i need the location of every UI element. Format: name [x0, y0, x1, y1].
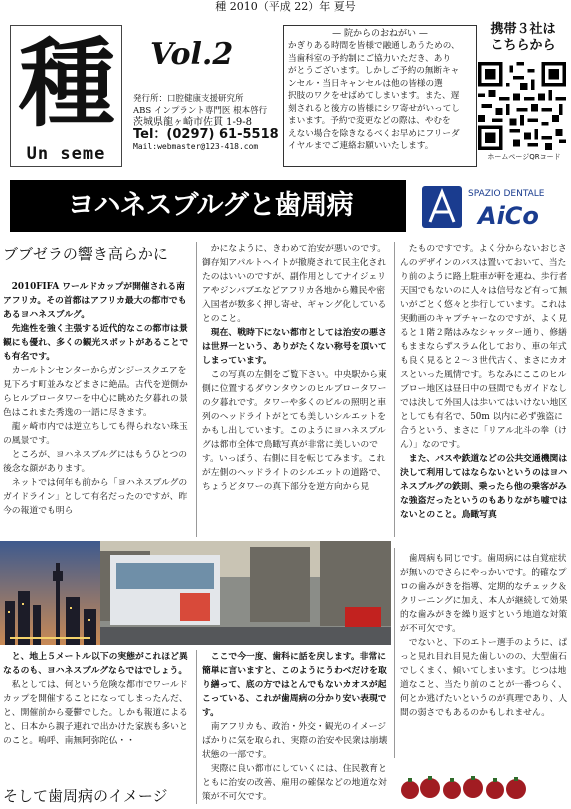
column-divider	[394, 242, 395, 537]
paragraph: 先進性を強く主張する近代的なこの都市は景観にも優れ、多くの観光スポットがあることでも有名です。	[3, 324, 189, 362]
column-divider	[196, 242, 197, 537]
mobile-line-1: 携帯３社は	[490, 22, 556, 37]
qr-caption: ホームページQRコード	[487, 153, 561, 161]
paragraph: かになように、きわめて治安が悪いのです。御存知アパルトヘイトが撤廃されて民主化されたのはいいのですが、副作用としてナイジェリアやジンバブエなどアフリカ各地から難民や密入国者が数多く押し寄せ、ギャング化しているとのこと。	[202, 244, 387, 324]
notice-box	[283, 25, 477, 167]
volume-label: Vol.2	[150, 37, 234, 72]
paragraph: この写真の左側をご覧下さい。中央駅から東側に位置するダウンタウンのヒルブロータワーの夕暮れです。タワーや多くのビルの照明と車列のヘッドライトがとても美しいシルエットをかもし出しています。このようにヨハネスブルグは都市全体で鳥瞰写真が非常に美しいのです。いっぽう、右側に目を転じてみます。これが左側のヘッドライトのシルエットの道路で、ちょうどタワーの真下部分を逆方向から見	[202, 370, 387, 492]
logo-top-text: SPAZIO DENTALE	[468, 189, 545, 199]
paragraph: 南アフリカも、政治・外交・観光のイメージばかりに気を取られ、実際の治安や民衆は崩壊状態の一部です。	[202, 722, 388, 760]
spazio-dentale-logo	[418, 182, 562, 232]
red-car	[345, 607, 381, 629]
notice-body	[284, 40, 476, 153]
notice-line: まいます。予約で変更などの際は、やむを	[288, 116, 451, 126]
bus-windows	[116, 563, 214, 589]
notice-line: 択肢のワクをせばめてしまいます。また、遅	[288, 91, 460, 101]
section-heading-2: そして歯周病のイメージ	[3, 787, 168, 805]
article-column-4	[400, 552, 568, 720]
notice-line: イヤルまでご連絡お願いいたします。	[288, 141, 434, 151]
masthead-roman: Un seme	[26, 144, 106, 164]
johannesburg-photo	[0, 541, 391, 645]
article-column-5	[3, 650, 191, 748]
paragraph: 現在、戦時下にない都市としては治安の悪さは世界一という、ありがたくない称号を頂いてしまっています。	[202, 328, 387, 366]
paragraph: ここで今一度、歯科に話を戻します。非常に簡単に言いますと、このようにうわべだけを取り繕って、底の方ではとんでもないカオスが起こっている、これが歯周病の分かり安い表現です。	[202, 652, 387, 718]
publisher-address: 茨城県龍ヶ崎市佐貫 1-9-8	[133, 117, 253, 128]
publisher-tel: Tel：(0297) 61-5518	[133, 127, 279, 142]
notice-line: ンセル・当日キャンセルは他の皆様の選	[288, 78, 443, 89]
paragraph: 私としては、何という危険な都市でワールドカップを開催することになってしまったんだ、と、開催前から憂鬱でした。しかも報道によると、日本から親子連れで出かけた家族も多いとのこと。嗚呼、南無阿弥陀仏・・	[3, 680, 188, 746]
paragraph: ところが、ヨハネスブルグにはもうひとつの後念な顔があります。	[3, 450, 188, 474]
article-column-2	[202, 242, 389, 494]
paragraph: でないと、下のエトー選手のように、ぱっと見れ目れ目見た歯しいのの、大型歯石でしくまく、傾いてしまいます。じつは地道なこと、当たり前のことが一番つらく、何とか逃げたいというのが真理であり、人間の弱さでもあるのかもしれません。	[400, 638, 568, 718]
article-column-1	[3, 280, 191, 518]
publisher-lab: ABS インプラント専門医 根本啓行	[133, 106, 268, 116]
article-column-3	[400, 242, 568, 522]
paragraph: と、地上５メートル以下の実態がこれほど異なるのも、ヨハネスブルグならではでしょう。	[3, 652, 188, 676]
bus-graphic	[180, 593, 210, 621]
issue-line: 種 2010（平成 22）年 夏号	[215, 0, 356, 13]
masthead-kanji: 種	[19, 28, 113, 140]
qr-code[interactable]	[478, 62, 566, 150]
paragraph: 実際に良い都市にしていくには、住民教育とともに治安の改善、雇用の確保などの地道な対策が不可欠です。	[202, 764, 387, 802]
paragraph: たものですです。よく分からないおじさんのデザインのバスは置いておいて、当たり前のように路上駐車が軒を連ね、歩行者天国でもないのに人々は信号など有って無いがごとく悠々と歩行しています。これは実動画のキャプチャーなのですが、よく見ると１階２階はみなシャッター通り、修繕もままならずスラム化しており、車の年式も良く見ると２〜３世代古く、まさにカオスといった風情です。ちなみにここのヒルブロー地区は昼日中の昼間でもガイドなしでは決して外国人は歩いてはいけない地区としても有名で、50m 以内に必ず強盗に合うという、まさに「リアル北斗の拳（けん）」なのです。	[400, 244, 568, 450]
tomato-image	[400, 762, 530, 804]
notice-line: かぎりある時間を皆様で融通しあうための、	[288, 41, 460, 51]
mobile-line-2: こちらから	[490, 38, 556, 53]
logo-main-text: AiCo	[478, 202, 539, 230]
road	[100, 627, 391, 645]
masthead	[10, 25, 122, 167]
paragraph: 2010FIFA ワールドカップが開催される南アフリカ。その首都はアフリカ最大の都市でもあるヨハネスブルグ。	[3, 282, 187, 320]
publisher-info	[133, 93, 283, 153]
headline-title: ヨハネスブルグと歯周病	[67, 190, 353, 221]
notice-line: 当歯科室の予約制にご協力いただき、あり	[288, 53, 451, 64]
notice-line: 刻されると後方の皆様にシワ寄せがいってし	[288, 103, 460, 114]
paragraph: カールトンセンターからガンジースクエアを見下ろす町並みなどまさに絶品。古代を逆側からヒルブロータワーを中心に眺めた夕暮れの景色はこれまた秀逸の一語に尽きます。	[3, 366, 188, 418]
section-heading-1: ブブゼラの響き高らかに	[3, 245, 168, 263]
column-divider	[394, 548, 395, 758]
publisher-label: 発行所：口腔健康支援研究所	[133, 94, 244, 104]
paragraph: 龍ヶ崎市内では逆立ちしても得られない珠玉の風景です。	[3, 422, 188, 446]
publisher-mail: Mail:webmaster@123-418.com	[133, 142, 259, 151]
paragraph: ネットでは何年も前から「ヨハネスブルグのガイドライン」として有名だったのですが、昨今の報道でも明ら	[3, 478, 188, 516]
notice-line: がとうございます。しかしご予約の無断キャ	[288, 66, 460, 76]
mobile-heading	[478, 22, 568, 54]
notice-title: — 院からのおねがい —	[332, 29, 428, 39]
headline-banner	[10, 180, 406, 232]
notice-line: えない場合を除きなるべくお早めにフリーダ	[288, 128, 460, 139]
paragraph: また、バスや鉄道などの公共交通機関は決して利用してはならないというのはヨハネスブルグの鉄則、乗ったら他の乗客がみな強盗だったというのもありながち嘘ではないとのこと。鳥瞰写真	[400, 454, 568, 520]
column-divider	[196, 650, 197, 804]
paragraph: 歯周病も同じです。歯周病には自覚症状が無いのでさらにやっかいです。的確なプロの歯みがきを指導、定期的なチェック＆クリーニングに加え、本人が継続して効果的な歯みがきを繰り返すという地道な対策が不可欠です。	[400, 554, 568, 634]
article-column-6	[202, 650, 389, 804]
